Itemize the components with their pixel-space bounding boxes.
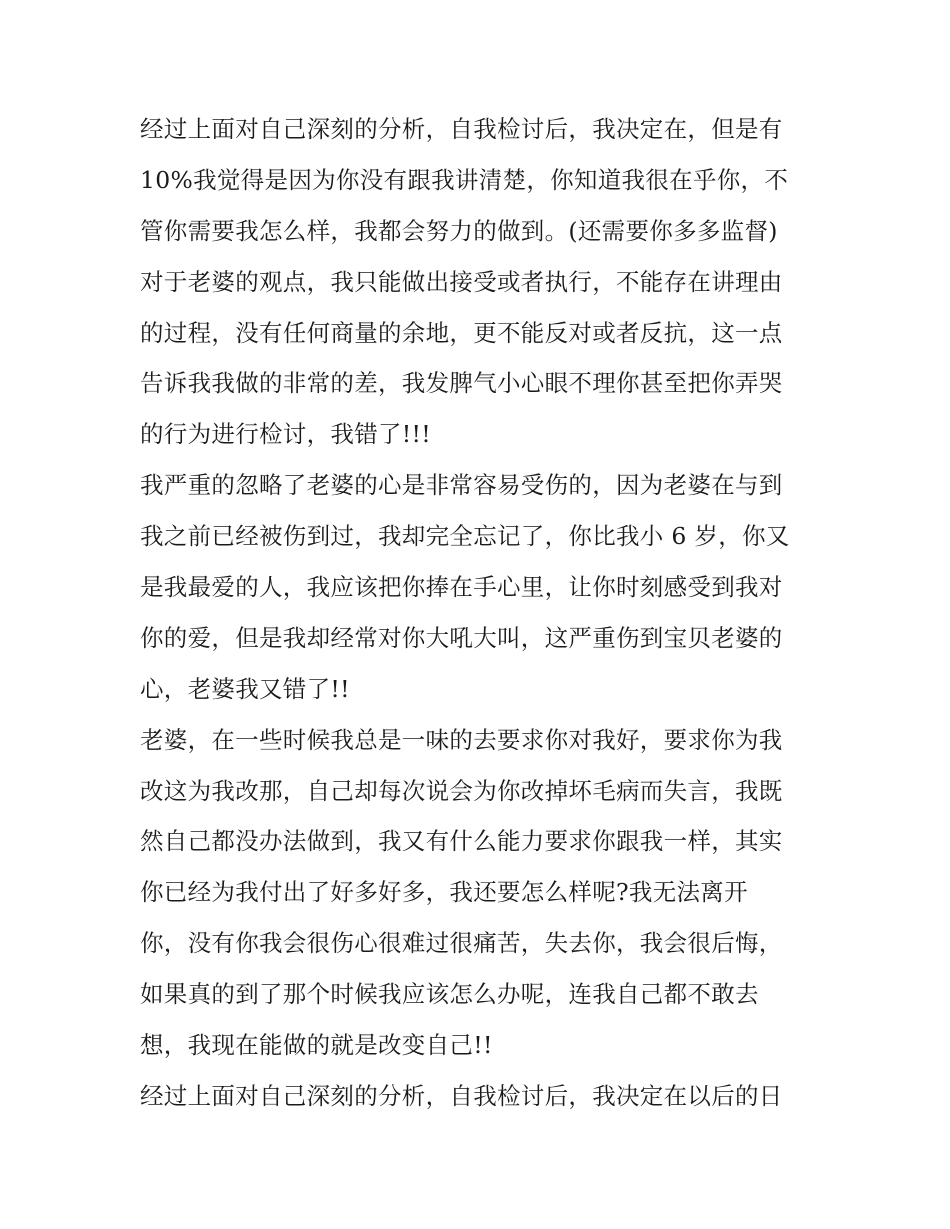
text-line: 如果真的到了那个时候我应该怎么办呢，连我自己都不敢去 bbox=[140, 980, 759, 1009]
text-line: 告诉我我做的非常的差，我发脾气小心眼不理你甚至把你弄哭 bbox=[140, 369, 783, 398]
text-line: 的行为进行检讨，我错了!!! bbox=[140, 420, 432, 449]
text-line: 对于老婆的观点，我只能做出接受或者执行，不能存在讲理由 bbox=[140, 267, 783, 296]
text-line: 老婆，在一些时候我总是一味的去要求你对我好，要求你为我 bbox=[140, 725, 783, 754]
text-line: 管你需要我怎么样，我都会努力的做到。(还需要你多多监督) bbox=[140, 216, 778, 245]
text-line: 你的爱，但是我却经常对你大吼大叫，这严重伤到宝贝老婆的 bbox=[140, 623, 783, 652]
text-line: 我严重的忽略了老婆的心是非常容易受伤的，因为老婆在与到 bbox=[140, 471, 783, 500]
text-line: 经过上面对自己深刻的分析，自我检讨后，我决定在以后的日 bbox=[140, 1081, 783, 1110]
text-line: 是我最爱的人，我应该把你捧在手心里，让你时刻感受到我对 bbox=[140, 573, 783, 602]
text-line: 你，没有你我会很伤心很难过很痛苦，失去你，我会很后悔， bbox=[140, 929, 783, 958]
text-line: 然自己都没办法做到，我又有什么能力要求你跟我一样，其实 bbox=[140, 827, 783, 856]
text-line: 心，老婆我又错了!! bbox=[140, 674, 350, 703]
text-line: 经过上面对自己深刻的分析，自我检讨后，我决定在，但是有 bbox=[140, 115, 783, 143]
text-line: 我之前已经被伤到过，我却完全忘记了，你比我小 6 岁，你又 bbox=[140, 522, 790, 551]
text-line: 的过程，没有任何商量的余地，更不能反对或者反抗，这一点 bbox=[140, 318, 783, 347]
text-line: 10%我觉得是因为你没有跟我讲清楚，你知道我很在乎你，不 bbox=[140, 165, 789, 194]
text-line: 想，我现在能做的就是改变自己!! bbox=[140, 1031, 493, 1060]
body-text bbox=[140, 104, 830, 1122]
text-line: 你已经为我付出了好多好多，我还要怎么样呢?我无法离开 bbox=[140, 878, 748, 907]
text-line: 改这为我改那，自己却每次说会为你改掉坏毛病而失言，我既 bbox=[140, 776, 783, 805]
